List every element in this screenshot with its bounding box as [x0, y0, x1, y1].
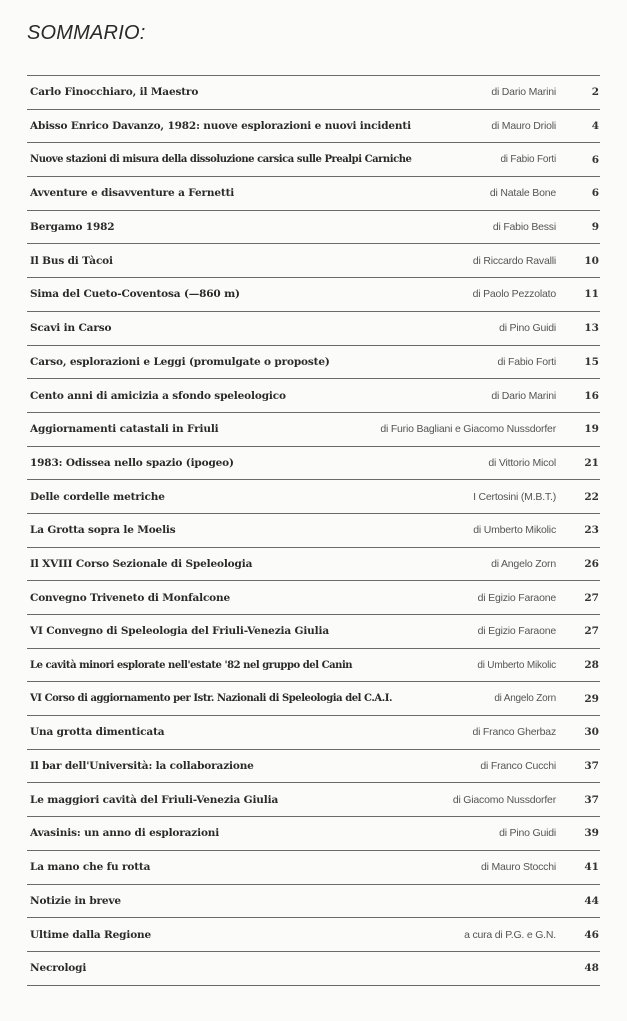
toc-entry	[27, 548, 600, 582]
toc-entry-author: di Paolo Pezzolato	[472, 288, 556, 301]
toc-entry-author: a cura di P.G. e G.N.	[464, 928, 556, 941]
toc-entry-page-number: 48	[584, 962, 599, 975]
toc-entry-author: di Umberto Mikolic	[477, 659, 556, 671]
toc-entry-page-number: 30	[584, 726, 599, 739]
toc-entry-page-number: 4	[591, 120, 599, 133]
toc-entry	[27, 750, 600, 784]
toc-entry-page-number: 23	[584, 524, 599, 537]
toc-entry-page-number: 6	[591, 187, 599, 200]
toc-entry	[27, 244, 600, 278]
toc-entry-author: di Franco Gherbaz	[472, 726, 556, 739]
toc-entry	[27, 682, 600, 716]
toc-entry-title: Necrologi	[30, 962, 87, 975]
toc-entry-title: VI Corso di aggiornamento per Istr. Nazionali di Speleologia del C.A.I.	[30, 693, 392, 705]
toc-entry-title: Delle cordelle metriche	[30, 490, 165, 503]
toc-entry-author: di Umberto Mikolic	[473, 524, 556, 537]
toc-entry-title: Il Bus di Tàcoi	[30, 254, 113, 267]
toc-entry-title: Cento anni di amicizia a sfondo speleologico	[30, 389, 286, 402]
toc-entry-title: Bergamo 1982	[30, 221, 115, 234]
toc-entry	[27, 312, 600, 346]
toc-entry-title: Sima del Cueto-Coventosa (—860 m)	[30, 288, 240, 301]
toc-entry-title: Abisso Enrico Davanzo, 1982: nuove esplorazioni e nuovi incidenti	[30, 120, 411, 133]
toc-entry-page-number: 10	[584, 254, 599, 267]
toc-entry-page-number: 27	[584, 591, 599, 604]
toc-entry-author: di Egizio Faraone	[477, 625, 556, 638]
toc-entry-author: di Angelo Zorn	[494, 693, 556, 705]
toc-entry-author: di Fabio Forti	[497, 355, 556, 368]
toc-entry-title: Avventure e disavventure a Fernetti	[30, 187, 235, 200]
toc-entry-author: di Furio Bagliani e Giacomo Nussdorfer	[380, 423, 556, 436]
toc-entry	[27, 177, 600, 211]
toc-entry-title: Aggiornamenti catastali in Friuli	[30, 423, 219, 436]
toc-entry-author: I Certosini (M.B.T.)	[473, 490, 556, 503]
toc-entry-author: di Pino Guidi	[499, 322, 556, 335]
toc-entry	[27, 278, 600, 312]
toc-entry-title: Una grotta dimenticata	[30, 726, 165, 739]
toc-entry-page-number: 22	[584, 490, 599, 503]
toc-entry-author: di Vittorio Micol	[488, 456, 556, 469]
toc-entry	[27, 918, 600, 952]
page-title: SOMMARIO:	[27, 22, 146, 44]
toc-entry-page-number: 37	[584, 793, 599, 806]
toc-entry-title: Convegno Triveneto di Monfalcone	[30, 591, 231, 604]
toc-entry-page-number: 15	[584, 355, 599, 368]
toc-entry-author: di Angelo Zorn	[491, 557, 556, 570]
toc-entry-page-number: 9	[591, 221, 599, 234]
toc-entry-page-number: 27	[584, 625, 599, 638]
toc-entry	[27, 817, 600, 851]
toc-entry-title: Notizie in breve	[30, 894, 121, 907]
toc-entry-page-number: 21	[584, 456, 599, 469]
toc-entry	[27, 211, 600, 245]
toc-entry-title: Scavi in Carso	[30, 322, 112, 335]
toc-entry-page-number: 13	[584, 322, 599, 335]
toc-entry-page-number: 46	[584, 928, 599, 941]
toc-entry-title: La Grotta sopra le Moelis	[30, 524, 176, 537]
toc-entry-author: di Giacomo Nussdorfer	[452, 793, 556, 806]
toc-entry-title: 1983: Odissea nello spazio (ipogeo)	[30, 456, 234, 469]
toc-entry	[27, 447, 600, 481]
toc-entry-page-number: 6	[591, 153, 599, 166]
table-of-contents	[27, 75, 600, 986]
toc-entry-page-number: 44	[584, 894, 599, 907]
toc-entry	[27, 346, 600, 380]
toc-entry	[27, 143, 600, 177]
toc-entry-page-number: 26	[584, 557, 599, 570]
toc-entry-author: di Egizio Faraone	[477, 591, 556, 604]
toc-entry-title: Il bar dell'Università: la collaborazione	[30, 760, 254, 773]
toc-entry	[27, 413, 600, 447]
toc-entry-page-number: 2	[591, 86, 599, 99]
toc-entry-page-number: 28	[584, 659, 599, 672]
toc-entry-title: VI Convegno di Speleologia del Friuli-Venezia Giulia	[30, 625, 329, 638]
toc-entry-title: Ultime dalla Regione	[30, 928, 152, 941]
toc-entry-page-number: 39	[584, 827, 599, 840]
toc-entry-author: di Dario Marini	[491, 86, 556, 99]
toc-entry-title: Le maggiori cavità del Friuli-Venezia Giulia	[30, 793, 279, 806]
toc-entry-title: Il XVIII Corso Sezionale di Speleologia	[30, 557, 253, 570]
toc-entry-author: di Fabio Bessi	[492, 221, 556, 234]
toc-entry-author: di Mauro Stocchi	[480, 861, 556, 874]
toc-entry-author: di Riccardo Ravalli	[472, 254, 556, 267]
toc-entry	[27, 649, 600, 683]
toc-entry-title: Avasinis: un anno di esplorazioni	[30, 827, 220, 840]
toc-entry-author: di Pino Guidi	[499, 827, 556, 840]
toc-entry-author: di Mauro Drioli	[491, 120, 556, 133]
toc-entry-page-number: 19	[584, 423, 599, 436]
toc-entry-page-number: 29	[584, 692, 599, 705]
toc-entry-author: di Franco Cucchi	[480, 760, 556, 773]
toc-entry	[27, 379, 600, 413]
toc-entry	[27, 76, 600, 110]
toc-entry-title: Carso, esplorazioni e Leggi (promulgate o proposte)	[30, 355, 330, 368]
toc-entry-page-number: 16	[584, 389, 599, 402]
toc-entry	[27, 581, 600, 615]
toc-entry	[27, 851, 600, 885]
toc-entry-page-number: 11	[584, 288, 599, 301]
toc-entry-author: di Fabio Forti	[500, 154, 556, 166]
toc-entry	[27, 480, 600, 514]
toc-entry	[27, 716, 600, 750]
toc-entry	[27, 514, 600, 548]
toc-entry-author: di Natale Bone	[489, 187, 556, 200]
toc-entry-page-number: 41	[584, 861, 599, 874]
toc-entry-title: Carlo Finocchiaro, il Maestro	[30, 86, 199, 99]
toc-entry	[27, 783, 600, 817]
toc-entry	[27, 110, 600, 144]
toc-entry	[27, 615, 600, 649]
toc-entry-title: Le cavità minori esplorate nell'estate '82 nel gruppo del Canin	[30, 659, 353, 671]
toc-entry-title: La mano che fu rotta	[30, 861, 151, 874]
toc-entry-author: di Dario Marini	[491, 389, 556, 402]
toc-entry	[27, 952, 600, 986]
toc-entry-title: Nuove stazioni di misura della dissoluzione carsica sulle Prealpi Carniche	[30, 154, 412, 166]
toc-entry	[27, 885, 600, 919]
toc-entry-page-number: 37	[584, 760, 599, 773]
